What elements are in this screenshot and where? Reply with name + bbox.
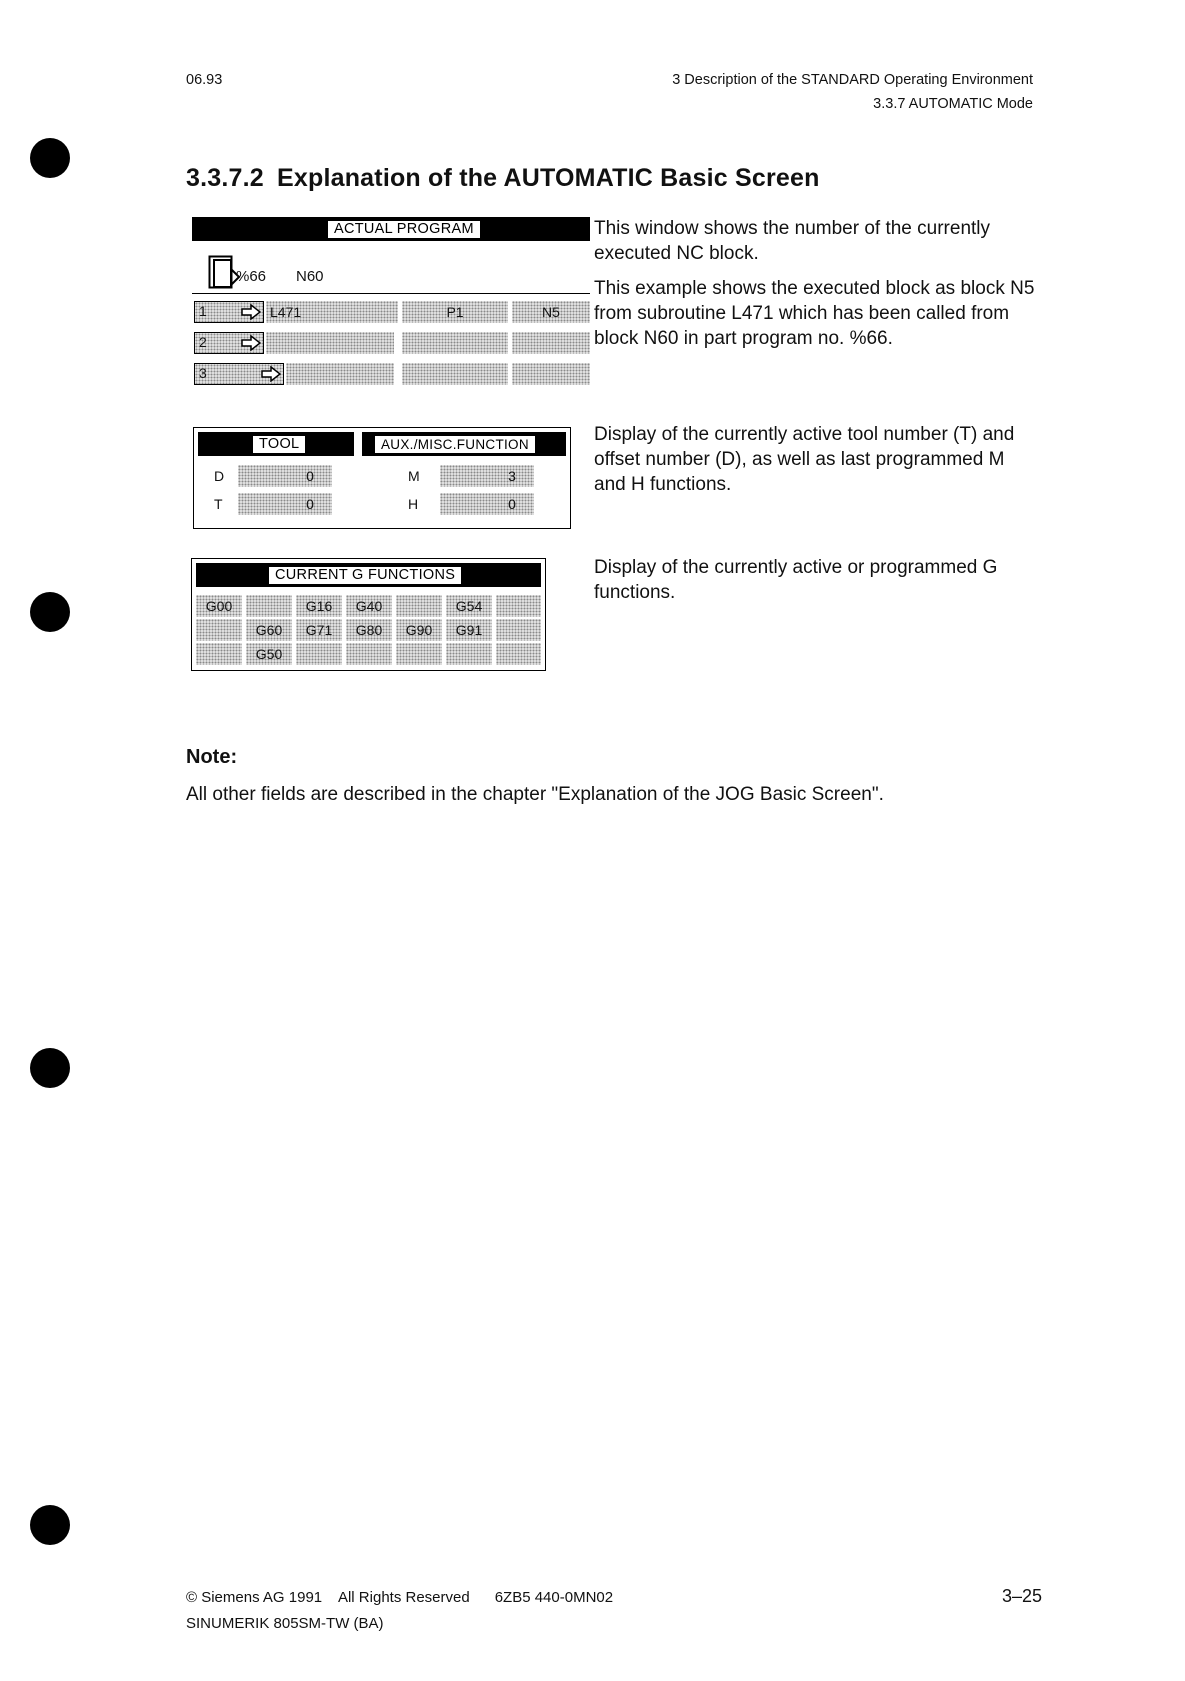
arrow-right-icon bbox=[241, 335, 261, 351]
main-block-number: N60 bbox=[296, 268, 324, 285]
g-function-cell bbox=[496, 643, 541, 665]
note-text: All other fields are described in the chapter "Explanation of the JOG Basic Screen". bbox=[186, 784, 884, 805]
m-label: M bbox=[408, 468, 420, 484]
pass-cell bbox=[402, 332, 508, 354]
h-label: H bbox=[408, 496, 419, 512]
g-function-cell bbox=[246, 595, 292, 617]
footer-product: SINUMERIK 805SM-TW (BA) bbox=[186, 1615, 384, 1632]
block-cell: N5 bbox=[512, 301, 590, 323]
g-function-cell bbox=[246, 619, 292, 641]
tool-aux-panel bbox=[193, 427, 571, 529]
subroutine-row bbox=[192, 301, 590, 323]
pass-cell bbox=[402, 363, 508, 385]
g-function-cell bbox=[496, 619, 541, 641]
g-function-cell bbox=[346, 643, 392, 665]
g-function-code: G50 bbox=[255, 646, 283, 662]
g-function-code: G71 bbox=[305, 622, 333, 638]
actual-program-description: This window shows the number of the currently executed NC block. bbox=[594, 218, 991, 264]
g-function-cell bbox=[396, 619, 442, 641]
g-function-cell bbox=[196, 619, 242, 641]
g-function-cell bbox=[196, 595, 242, 617]
g-function-cell bbox=[296, 643, 342, 665]
actual-program-example: This example shows the executed block as block N5 from subroutine L471 which has been called from block N60 in part program no. %66. bbox=[594, 278, 1035, 349]
row-number: 1 bbox=[199, 303, 207, 319]
g-functions-bar bbox=[196, 563, 541, 587]
tool-label: TOOL bbox=[252, 435, 306, 454]
d-label: D bbox=[214, 468, 225, 484]
g-function-code: G16 bbox=[305, 598, 333, 614]
binder-hole bbox=[30, 1048, 70, 1088]
section-heading: Explanation of the AUTOMATIC Basic Screen bbox=[277, 164, 820, 192]
binder-hole bbox=[30, 138, 70, 178]
g-function-cell bbox=[396, 595, 442, 617]
row-number-box bbox=[194, 332, 264, 354]
row-number-box bbox=[194, 363, 284, 385]
g-function-cell bbox=[496, 595, 541, 617]
g-functions-description: Display of the currently active or programmed G functions. bbox=[594, 557, 998, 603]
d-value: 0 bbox=[238, 465, 332, 487]
actual-program-label: ACTUAL PROGRAM bbox=[327, 220, 481, 239]
g-function-cell bbox=[196, 643, 242, 665]
subroutine-row bbox=[192, 363, 590, 385]
g-function-cell bbox=[246, 643, 292, 665]
g-function-code: G54 bbox=[455, 598, 483, 614]
g-functions-panel bbox=[191, 558, 546, 671]
note-heading: Note: bbox=[186, 746, 238, 768]
header-date: 06.93 bbox=[186, 72, 223, 88]
program-number: %66 bbox=[236, 268, 267, 285]
g-function-code: G80 bbox=[355, 622, 383, 638]
g-function-code: G91 bbox=[455, 622, 483, 638]
g-function-cell bbox=[346, 595, 392, 617]
h-value: 0 bbox=[440, 493, 534, 515]
subroutine-cell bbox=[266, 332, 394, 354]
footer-copyright: © Siemens AG 1991 All Rights Reserved 6ZB5 440-0MN02 bbox=[186, 1589, 614, 1606]
tool-bar bbox=[198, 432, 354, 456]
binder-hole bbox=[30, 592, 70, 632]
subroutine-cell: L471 bbox=[266, 301, 398, 323]
row-number-box bbox=[194, 301, 264, 323]
section-number: 3.3.7.2 bbox=[186, 164, 264, 192]
section-title bbox=[186, 164, 820, 193]
aux-bar bbox=[362, 432, 566, 456]
t-value: 0 bbox=[238, 493, 332, 515]
g-function-cell bbox=[346, 619, 392, 641]
g-function-cell bbox=[296, 595, 342, 617]
g-function-code: G40 bbox=[355, 598, 383, 614]
block-cell bbox=[512, 332, 590, 354]
binder-hole bbox=[30, 1505, 70, 1545]
g-function-code: G00 bbox=[205, 598, 233, 614]
g-function-cell bbox=[396, 643, 442, 665]
actual-program-panel bbox=[192, 217, 590, 389]
g-function-cell bbox=[446, 643, 492, 665]
actual-program-bar bbox=[192, 217, 590, 241]
header-chapter: 3 Description of the STANDARD Operating Environment bbox=[672, 72, 1033, 88]
page-number: 3–25 bbox=[1001, 1586, 1042, 1606]
g-functions-label: CURRENT G FUNCTIONS bbox=[268, 566, 462, 585]
g-function-cell bbox=[446, 619, 492, 641]
block-cell bbox=[512, 363, 590, 385]
g-function-cell bbox=[296, 619, 342, 641]
pass-cell: P1 bbox=[402, 301, 508, 323]
subroutine-cell bbox=[286, 363, 394, 385]
header-section: 3.3.7 AUTOMATIC Mode bbox=[873, 96, 1033, 112]
aux-function-label: AUX./MISC.FUNCTION bbox=[374, 435, 536, 454]
g-function-code: G60 bbox=[255, 622, 283, 638]
subroutine-row bbox=[192, 332, 590, 354]
divider-line bbox=[192, 293, 590, 294]
row-number: 3 bbox=[199, 365, 207, 381]
arrow-right-icon bbox=[241, 304, 261, 320]
row-number: 2 bbox=[199, 334, 207, 350]
m-value: 3 bbox=[440, 465, 534, 487]
g-functions-grid bbox=[196, 595, 541, 667]
tool-description: Display of the currently active tool number (T) and offset number (D), as well as last programmed M and H functions. bbox=[594, 424, 1015, 495]
arrow-right-icon bbox=[261, 366, 281, 382]
g-function-code: G90 bbox=[405, 622, 433, 638]
g-function-cell bbox=[446, 595, 492, 617]
t-label: T bbox=[214, 496, 223, 512]
